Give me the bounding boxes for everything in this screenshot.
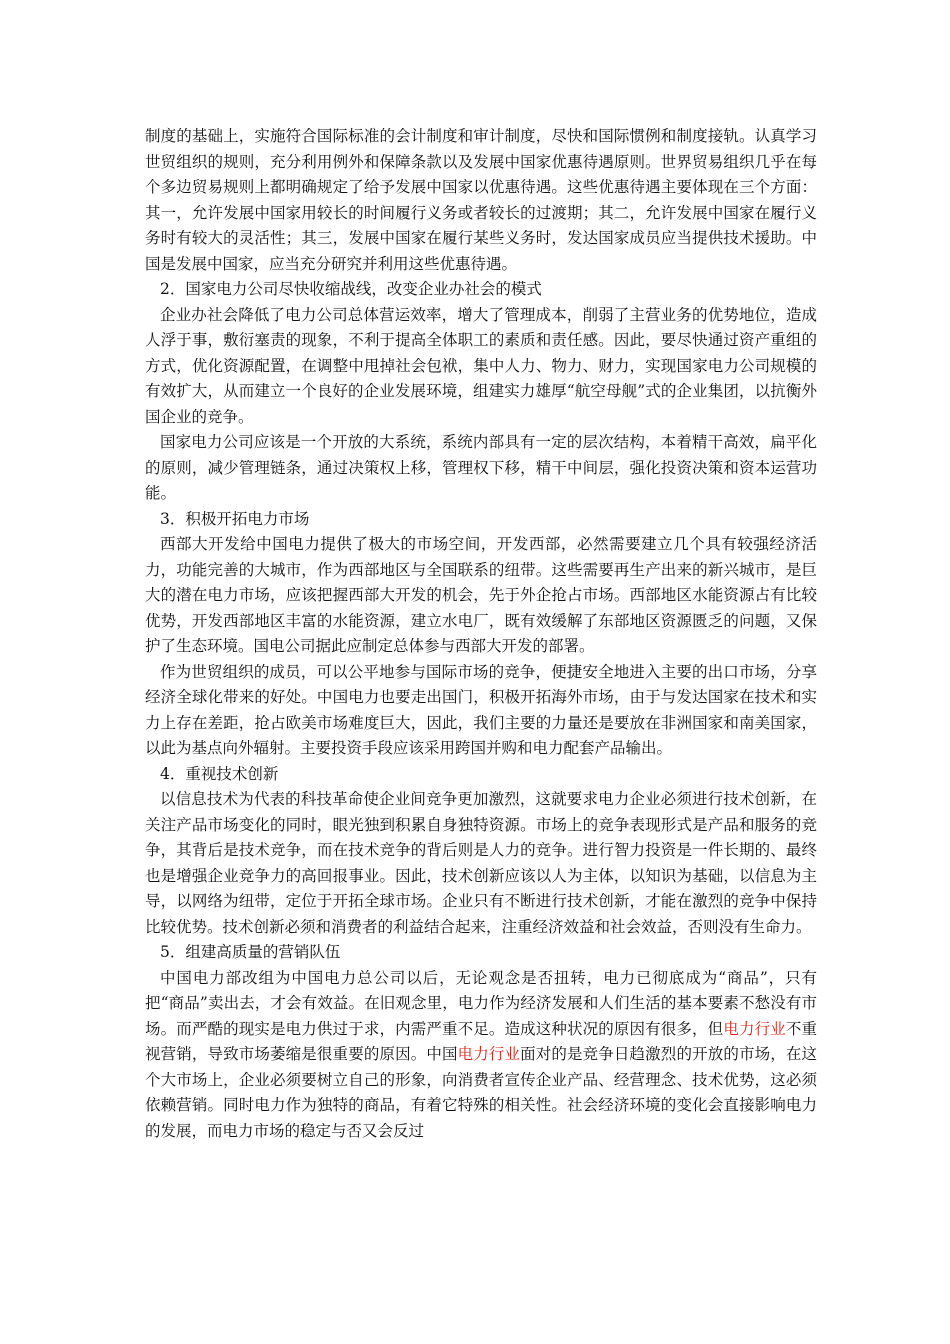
paragraph: 企业办社会降低了电力公司总体营运效率，增大了管理成本，削弱了主营业务的优势地位，造成人浮于事，敷衍塞责的现象，不利于提高全体职工的素质和责任感。因此，要尽快通过资产重组的方式，优化资源配置，在调整中甩掉社会包袱，集中人力、物力、财力，实现国家电力公司规模的有效扩大，从而建立一个良好的企业发展环境，组建实力雄厚“航空母舰”式的企业集团，以抗衡外国企业的竞争。 bbox=[145, 305, 817, 426]
paragraph: 以信息技术为代表的科技革命使企业间竞争更加激烈，这就要求电力企业必须进行技术创新，在关注产品市场变化的同时，眼光独到积累自身独特资源。市场上的竞争表现形式是产品和服务的竞争，其背后是技术竞争，而在技术竞争的背后则是人力的竞争。进行智力投资是一件长期的、最终也是增强企业竞争力的高回报事业。因此，技术创新应该以人为主体，以知识为基础，以信息为主导，以网络为纽带，定位于开拓全球市场。企业只有不断进行技术创新，才能在激烈的竞争中保持比较优势。技术创新必须和消费者的利益结合起来，注重经济效益和社会效益，否则没有生命力。 bbox=[145, 790, 817, 936]
paragraph-text: 不重视营销，导致市场萎缩是很重要的原因。中国 bbox=[145, 1019, 817, 1063]
highlight-link-power-industry[interactable]: 电力行业 bbox=[723, 1019, 786, 1038]
paragraph: 西部大开发给中国电力提供了极大的市场空间，开发西部，必然需要建立几个具有较强经济活力，功能完善的大城市，作为西部地区与全国联系的纽带。这些需要再生产出来的新兴城市，是巨大的潜在电力市场，应该把握西部大开发的机会，先于外企抢占市场。西部地区水能资源占有比较优势，开发西部地区丰富的水能资源，建立水电厂，既有效缓解了东部地区资源匮乏的问题，又保护了生态环境。国电公司据此应制定总体参与西部大开发的部署。 bbox=[145, 535, 817, 655]
section-heading: 5．组建高质量的营销队伍 bbox=[160, 943, 341, 961]
section-heading: 2．国家电力公司尽快收缩战线，改变企业办社会的模式 bbox=[160, 280, 542, 298]
highlight-link-power-industry[interactable]: 电力行业 bbox=[457, 1045, 521, 1063]
paragraph bbox=[145, 966, 817, 1145]
document-body bbox=[145, 124, 817, 1144]
paragraph: 作为世贸组织的成员，可以公平地参与国际市场的竞争，便捷安全地进入主要的出口市场，分享经济全球化带来的好处。中国电力也要走出国门，积极开拓海外市场，由于与发达国家在技术和实力上存在差距，抢占欧美市场难度巨大，因此，我们主要的力量还是要放在非洲国家和南美国家，以此为基点向外辐射。主要投资手段应该采用跨国并购和电力配套产品输出。 bbox=[145, 662, 817, 757]
paragraph-text: 中国电力部改组为中国电力总公司以后，无论观念是否扭转，电力已彻底成为“商品”，只有把“商品”卖出去，才会有效益。在旧观念里，电力作为经济发展和人们生活的基本要素不愁没有市场。而严酷的现实是电力供过于求，内需严重不足。造成这种状况的原因有很多，但 bbox=[145, 968, 817, 1038]
paragraph-text: 面对的是竞争日趋激烈的开放的市场，在这个大市场上，企业必须要树立自己的形象，向消费者宣传企业产品、经营理念、技术优势，这必须依赖营销。同时电力作为独特的商品，有着它特殊的相关性。社会经济环境的变化会直接影响电力的发展，而电力市场的稳定与否又会反过 bbox=[145, 1045, 817, 1140]
paragraph: 制度的基础上，实施符合国际标准的会计制度和审计制度，尽快和国际惯例和制度接轨。认真学习世贸组织的规则，充分利用例外和保障条款以及发展中国家优惠待遇原则。世界贸易组织几乎在每个多边贸易规则上都明确规定了给予发展中国家以优惠待遇。这些优惠待遇主要体现在三个方面：其一，允许发展中国家用较长的时间履行义务或者较长的过渡期；其二，允许发展中国家在履行义务时有较大的灵活性；其三，发展中国家在履行某些义务时，发达国家成员应当提供技术援助。中国是发展中国家，应当充分研究并利用这些优惠待遇。 bbox=[145, 127, 817, 273]
paragraph: 国家电力公司应该是一个开放的大系统，系统内部具有一定的层次结构，本着精干高效，扁平化的原则，减少管理链条，通过决策权上移，管理权下移，精干中间层，强化投资决策和资本运营功能。 bbox=[145, 433, 817, 502]
section-heading: 3．积极开拓电力市场 bbox=[160, 509, 310, 528]
section-heading: 4．重视技术创新 bbox=[160, 764, 279, 783]
